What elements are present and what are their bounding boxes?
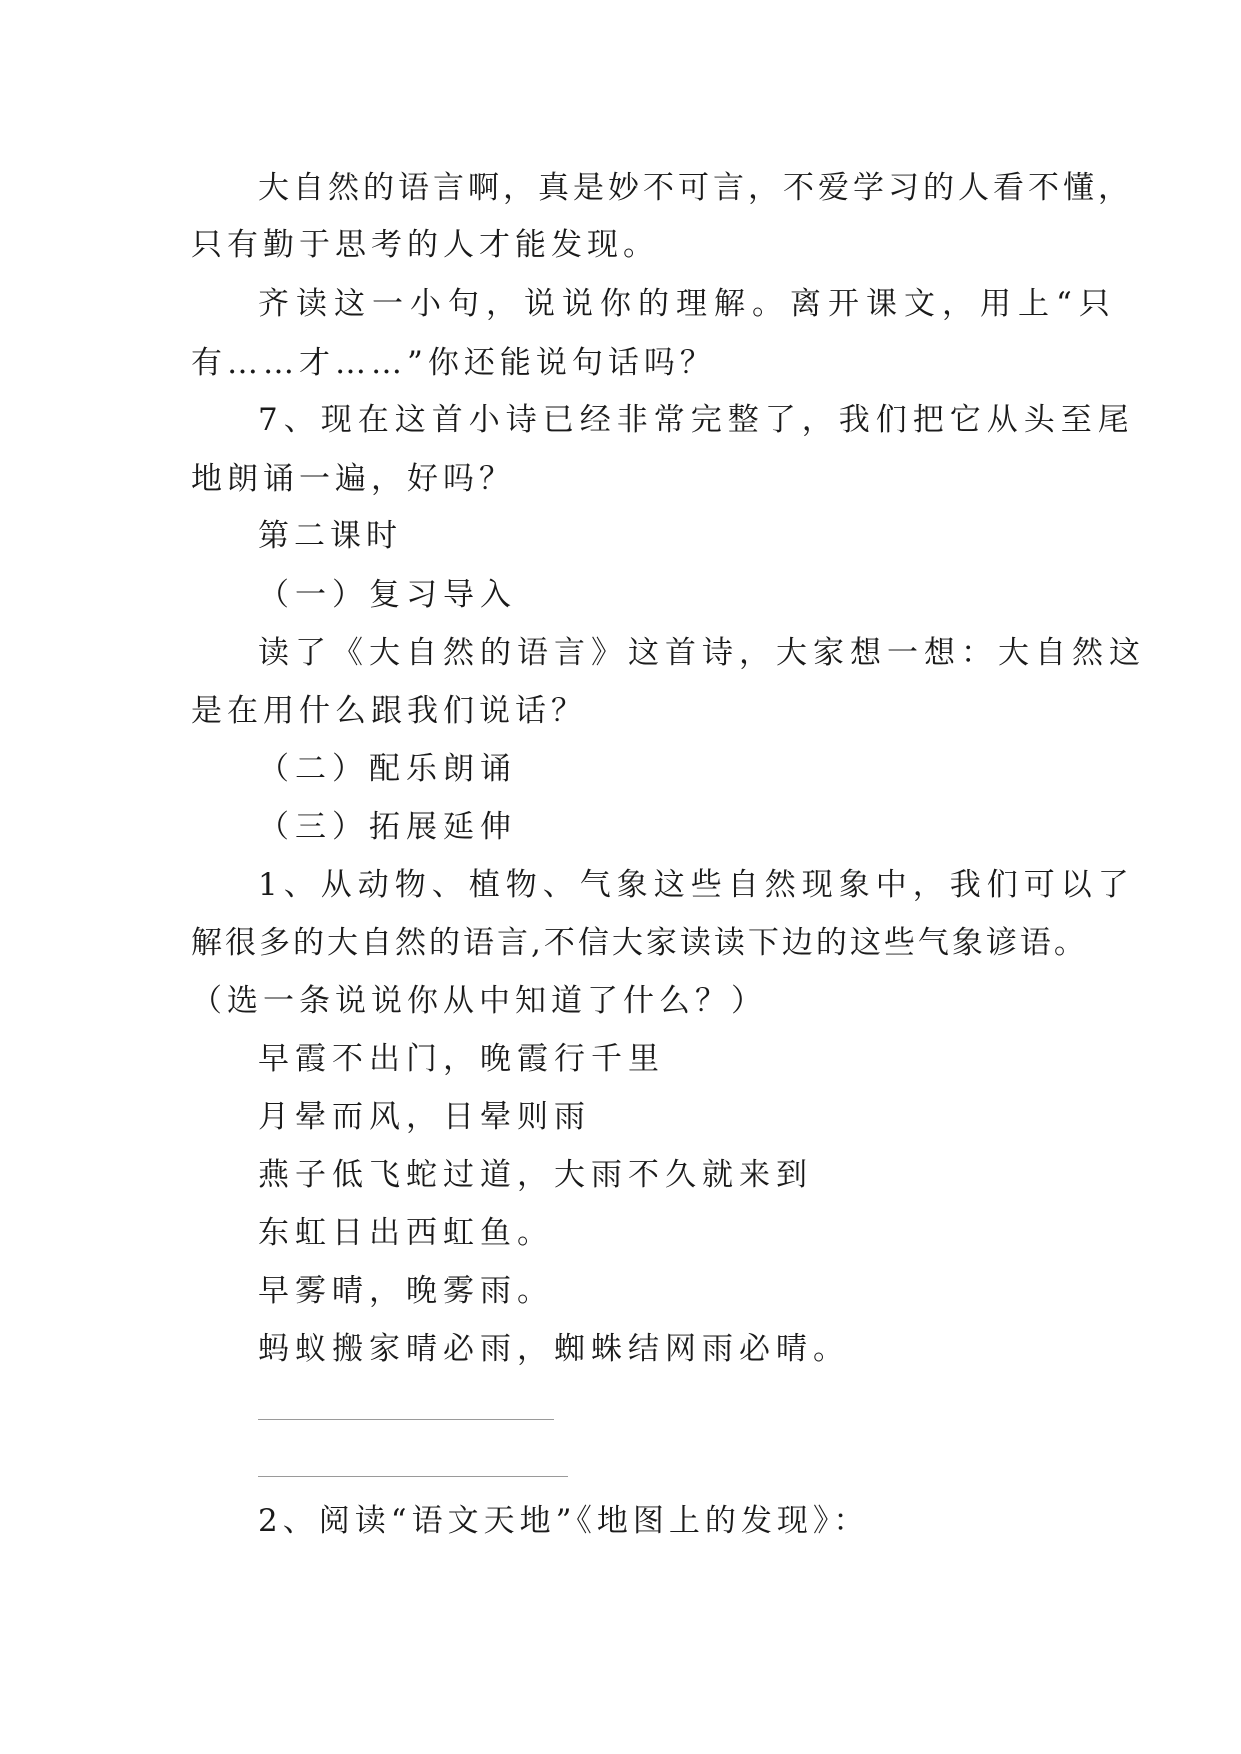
paragraph-line: 读了《大自然的语言》这首诗，大家想一想：大自然这: [258, 635, 1146, 671]
paragraph-line: 有……才……”你还能说句话吗？: [191, 345, 716, 381]
paragraph-line: 1、从动物、植物、气象这些自然现象中，我们可以了: [258, 867, 1135, 903]
paragraph-line: 2、阅读“语文天地”《地图上的发现》：: [258, 1503, 870, 1539]
paragraph-line: （选一条说说你从中知道了什么？）: [191, 983, 767, 1019]
paragraph-line: 只有勤于思考的人才能发现。: [191, 227, 659, 263]
paragraph-line: 是在用什么跟我们说话？: [191, 693, 587, 729]
blank-answer-line: [258, 1419, 554, 1420]
paragraph-line: 解很多的大自然的语言,不信大家读读下边的这些气象谚语。: [191, 925, 1088, 961]
paragraph-line: 齐读这一小句，说说你的理解。离开课文，用上“只: [258, 286, 1117, 322]
blank-answer-line: [258, 1476, 568, 1477]
proverb-line: 蚂蚁搬家晴必雨，蜘蛛结网雨必晴。: [258, 1331, 850, 1367]
proverb-line: 早雾晴，晚雾雨。: [258, 1273, 554, 1309]
paragraph-line: 7、现在这首小诗已经非常完整了，我们把它从头至尾: [258, 402, 1135, 438]
proverb-line: 早霞不出门，晚霞行千里: [258, 1041, 665, 1077]
proverb-line: 月晕而风，日晕则雨: [258, 1099, 591, 1135]
subsection-heading: （二）配乐朗诵: [258, 751, 517, 787]
subsection-heading: （一）复习导入: [258, 577, 517, 613]
section-heading: 第二课时: [258, 518, 402, 554]
paragraph-line: 大自然的语言啊，真是妙不可言，不爱学习的人看不懂，: [258, 170, 1133, 206]
paragraph-line: 地朗诵一遍，好吗？: [191, 461, 515, 497]
subsection-heading: （三）拓展延伸: [258, 809, 517, 845]
proverb-line: 燕子低飞蛇过道，大雨不久就来到: [258, 1157, 813, 1193]
proverb-line: 东虹日出西虹鱼。: [258, 1215, 554, 1251]
